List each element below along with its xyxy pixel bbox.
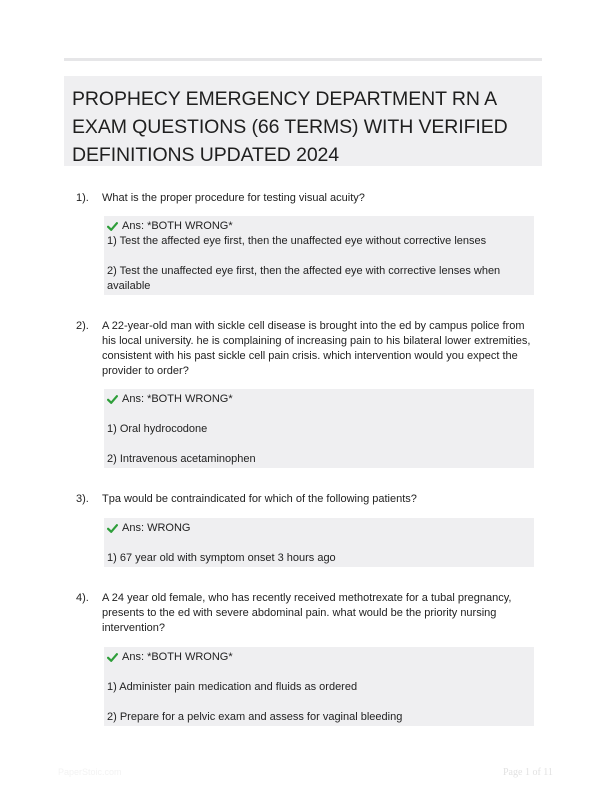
answer-option: 1) Administer pain medication and fluids as ordered bbox=[107, 681, 358, 693]
question-text: Tpa would be contraindicated for which of the following patients? bbox=[102, 493, 417, 505]
page-number: Page 1 of 11 bbox=[503, 767, 553, 778]
answer-option: 1) Test the affected eye first, then the unaffected eye without corrective lenses bbox=[107, 235, 487, 247]
question-text: A 22-year-old man with sickle cell disease is brought into the ed by campus police from his local university. he is complaining of increasing pain to his bilateral lower extremities, consistent with his past sickle cell pain crisis. which intervention would you expect the provider to order? bbox=[102, 320, 531, 377]
answer-box bbox=[104, 216, 534, 295]
answer-label: Ans: *BOTH WRONG* bbox=[122, 651, 233, 663]
document-title: PROPHECY EMERGENCY DEPARTMENT RN A EXAM QUESTIONS (66 TERMS) WITH VERIFIED DEFINITIONS UPDATED 2024 bbox=[72, 88, 508, 166]
answer-box bbox=[104, 389, 534, 468]
answer-box bbox=[104, 518, 534, 567]
answer-label: Ans: *BOTH WRONG* bbox=[122, 220, 233, 232]
answer-label: Ans: WRONG bbox=[122, 522, 191, 534]
check-icon bbox=[107, 221, 118, 232]
footer-watermark: PaperStoic.com bbox=[58, 767, 122, 777]
check-icon bbox=[107, 652, 118, 663]
answer-box bbox=[104, 647, 534, 726]
answer-option: 2) Intravenous acetaminophen bbox=[107, 453, 256, 465]
check-icon bbox=[107, 394, 118, 405]
answer-option: 1) Oral hydrocodone bbox=[107, 423, 208, 435]
top-divider bbox=[64, 58, 542, 61]
question-text: A 24 year old female, who has recently received methotrexate for a tubal pregnancy, presents to the ed with severe abdominal pain. what would be the priority nursing intervention? bbox=[102, 592, 512, 634]
question-text: What is the proper procedure for testing visual acuity? bbox=[102, 192, 365, 204]
check-icon bbox=[107, 523, 118, 534]
answer-option: 1) 67 year old with symptom onset 3 hours ago bbox=[107, 552, 336, 564]
answer-option: 2) Prepare for a pelvic exam and assess for vaginal bleeding bbox=[107, 711, 403, 723]
title-box bbox=[64, 76, 542, 166]
question-number: 4). bbox=[76, 592, 89, 604]
question-number: 3). bbox=[76, 493, 89, 505]
question-number: 2). bbox=[76, 320, 89, 332]
answer-option: 2) Test the unaffected eye first, then the affected eye with corrective lenses when available bbox=[107, 265, 501, 292]
answer-label: Ans: *BOTH WRONG* bbox=[122, 393, 233, 405]
question-number: 1). bbox=[76, 192, 89, 204]
